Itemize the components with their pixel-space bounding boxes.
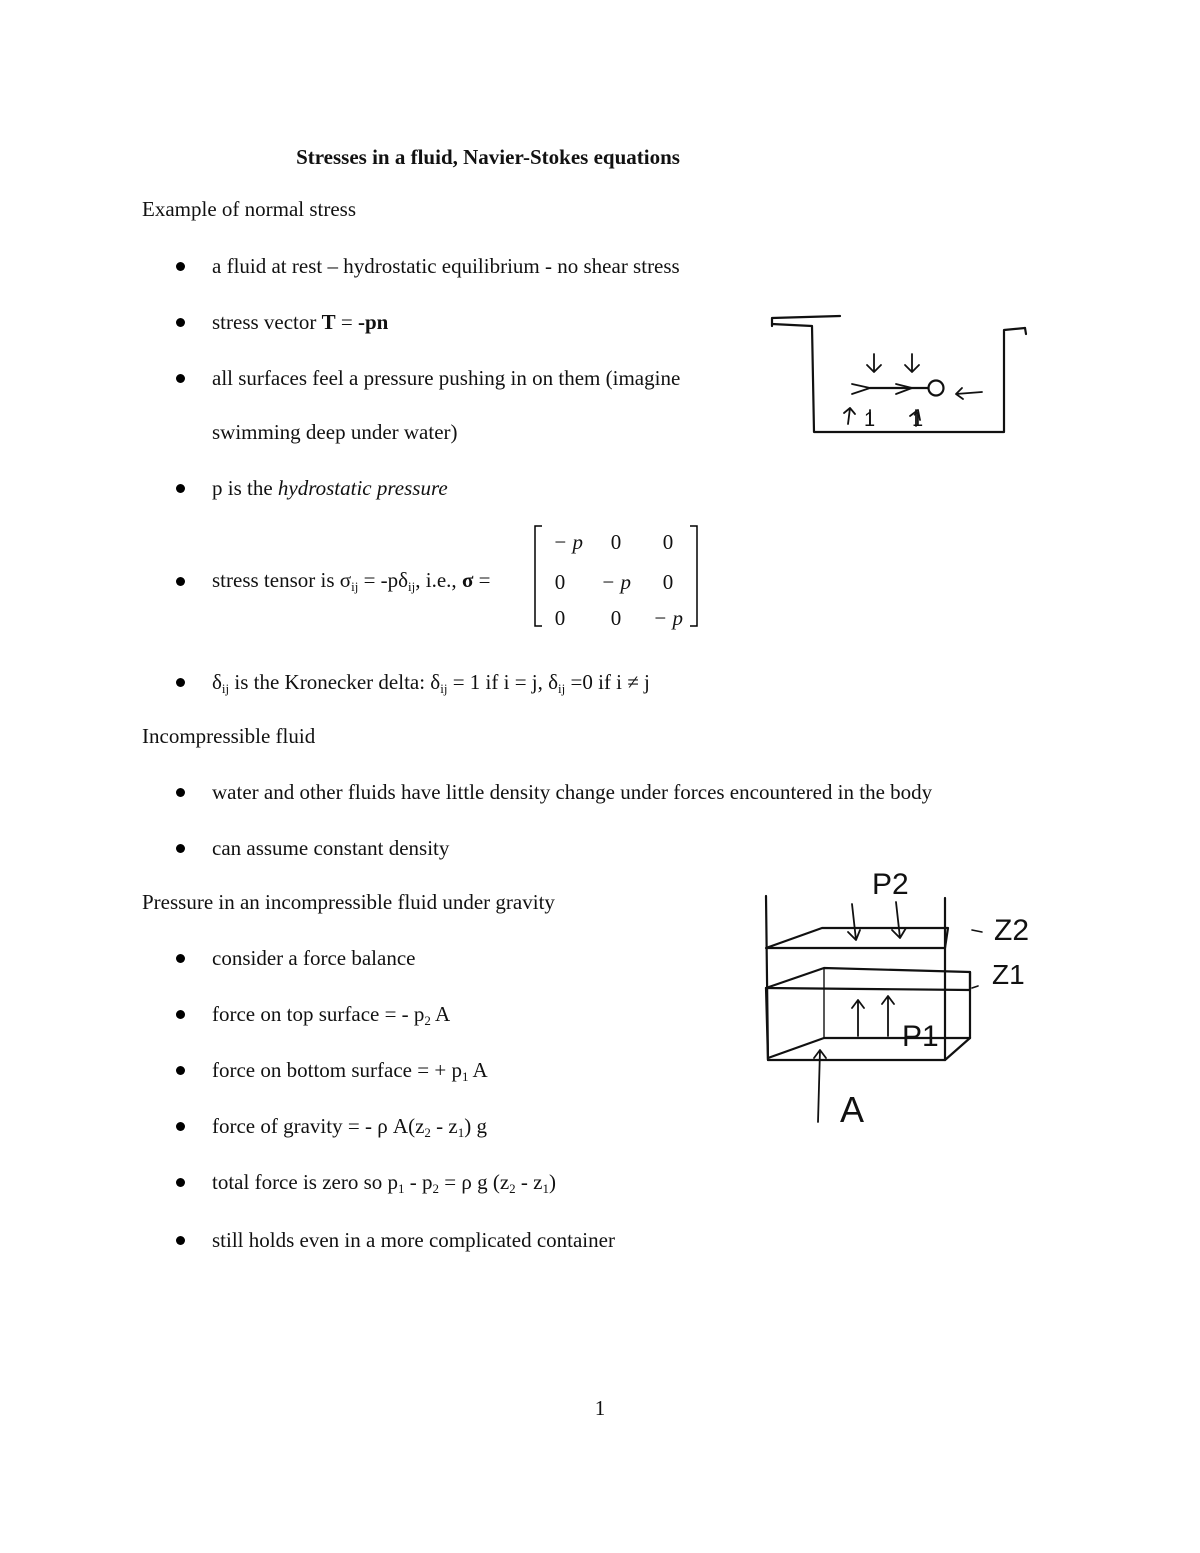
bullet: [176, 844, 185, 853]
sketch-label: 1: [912, 409, 924, 431]
bullet: [176, 1066, 185, 1075]
text: force on bottom surface = + p: [212, 1058, 462, 1082]
list-item: still holds even in a more complicated container: [212, 1228, 615, 1252]
matrix-cell: 0: [554, 570, 566, 594]
text: T: [321, 310, 336, 334]
subscript: 2: [432, 1181, 440, 1196]
text: hydrostatic pressure: [277, 476, 448, 500]
text: -pn: [358, 310, 389, 334]
text: - z: [515, 1170, 543, 1194]
text: p is the: [212, 476, 278, 500]
matrix-cell: 0: [554, 606, 566, 630]
list-item: [212, 1114, 487, 1140]
matrix-cell: 0: [662, 530, 674, 554]
subscript: ij: [221, 681, 230, 696]
text: , i.e.,: [415, 568, 462, 592]
list-item: [212, 1002, 451, 1028]
text: = -pδ: [358, 568, 409, 592]
bullet: [176, 318, 185, 327]
bullet: [176, 374, 185, 383]
matrix-cell: 0: [662, 570, 674, 594]
hydrostatic-container-sketch: [760, 308, 1040, 443]
list-item: water and other fluids have little density change under forces encountered in the body: [212, 780, 933, 804]
text: is the Kronecker delta: δ: [229, 670, 441, 694]
text: force on top surface = - p: [212, 1002, 425, 1026]
bullet: [176, 262, 185, 271]
subscript: 2: [424, 1125, 431, 1140]
bullet: [176, 788, 185, 797]
subscript: ij: [558, 681, 566, 696]
subscript: 1: [461, 1069, 469, 1084]
label-area: A: [840, 1089, 865, 1130]
text: A: [468, 1058, 488, 1082]
text: stress tensor is σ: [212, 568, 352, 592]
text: σ: [461, 568, 474, 592]
matrix-cell: − p: [601, 570, 631, 594]
bullet: [176, 1178, 185, 1187]
label-z1: Z1: [992, 959, 1025, 990]
subscript: 2: [424, 1013, 431, 1028]
text: =: [335, 310, 358, 334]
subscript: ij: [351, 579, 359, 594]
subscript: 1: [457, 1125, 465, 1140]
bullet: [176, 678, 185, 687]
page-number: 1: [594, 1396, 606, 1420]
list-item: all surfaces feel a pressure pushing in on them (imagine: [212, 366, 681, 390]
matrix-cell: − p: [553, 530, 583, 554]
list-item-continuation: swimming deep under water): [212, 420, 458, 444]
sketch-label: 1: [864, 409, 876, 431]
bullet: [176, 577, 185, 586]
label-p2: P2: [872, 868, 909, 901]
subscript: ij: [440, 681, 448, 696]
text: = ρ g (z: [439, 1170, 510, 1194]
page-title: Stresses in a fluid, Navier-Stokes equations: [296, 145, 680, 169]
text: = 1 if i = j, δ: [447, 670, 559, 694]
list-item: [212, 312, 388, 333]
label-z2: Z2: [994, 914, 1030, 947]
list-item: a fluid at rest – hydrostatic equilibrium - no shear stress: [212, 254, 680, 278]
section-heading-incompressible: Incompressible fluid: [142, 724, 316, 748]
text: force of gravity = - ρ A(z: [212, 1114, 425, 1138]
text: stress vector: [212, 310, 322, 334]
subscript: 2: [509, 1181, 516, 1196]
subscript: 1: [542, 1181, 549, 1196]
bullet: [176, 484, 185, 493]
text: =0 if i ≠ j: [565, 670, 650, 694]
bullet: [176, 1010, 185, 1019]
text: - z: [430, 1114, 458, 1138]
subscript: ij: [408, 579, 416, 594]
text: A: [430, 1002, 451, 1026]
matrix-cell: 0: [610, 606, 622, 630]
subscript: 1: [398, 1181, 405, 1196]
matrix-cell: − p: [653, 606, 683, 630]
list-item: [212, 568, 491, 594]
text: ): [549, 1170, 556, 1194]
bullet: [176, 954, 185, 963]
list-item: [212, 1058, 488, 1084]
list-item: [212, 478, 448, 499]
bullet: [176, 1122, 185, 1131]
list-item: consider a force balance: [212, 946, 416, 970]
text: δ: [212, 670, 222, 694]
list-item: [212, 1170, 556, 1196]
matrix-cell: 0: [610, 530, 622, 554]
bullet: [176, 1236, 185, 1245]
stress-tensor-matrix: [533, 524, 699, 630]
text: ) g: [464, 1114, 487, 1138]
list-item: can assume constant density: [212, 836, 450, 860]
text: - p: [404, 1170, 433, 1194]
force-balance-prism-sketch: [760, 860, 1060, 1130]
text: total force is zero so p: [212, 1170, 399, 1194]
list-item: [212, 670, 650, 696]
text: =: [473, 568, 491, 592]
section-heading-pressure-gravity: Pressure in an incompressible fluid under gravity: [142, 890, 555, 914]
label-p1: P1: [902, 1020, 939, 1053]
section-heading-normal-stress: Example of normal stress: [142, 197, 357, 221]
